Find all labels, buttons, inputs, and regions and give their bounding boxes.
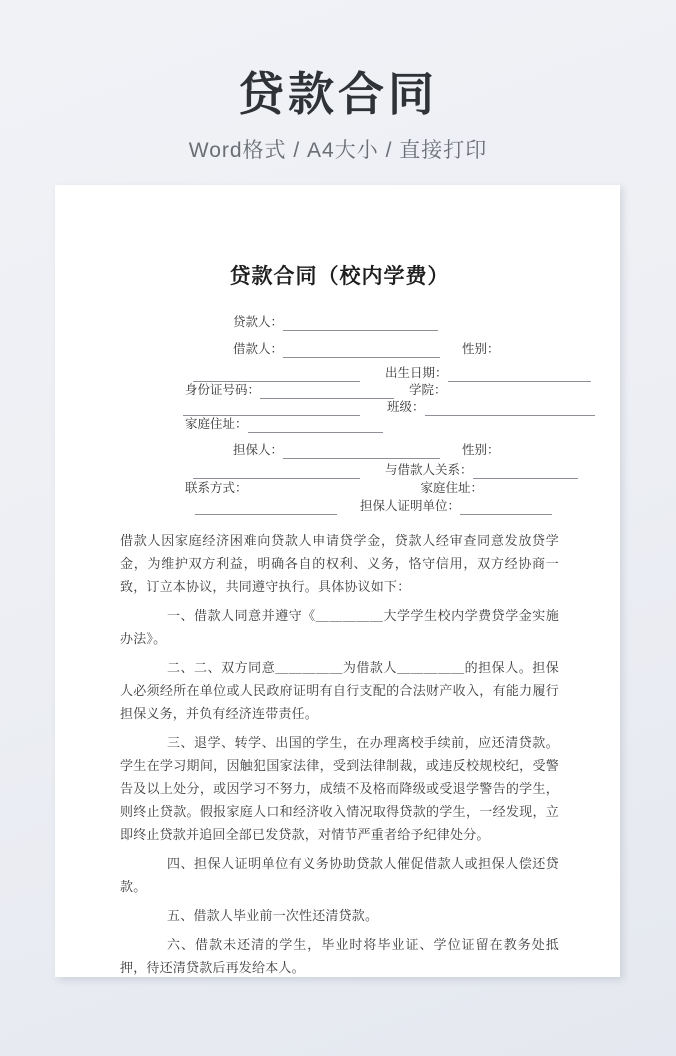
- spacer: [360, 401, 387, 416]
- form-line: [120, 341, 559, 358]
- doc-title: 贷款合同（校内学费）: [229, 265, 450, 288]
- blank-line: [193, 464, 360, 479]
- form-line: [120, 442, 559, 459]
- document-page: [55, 185, 620, 977]
- blank-line: [283, 343, 440, 358]
- spacer: [440, 343, 462, 358]
- doc-paragraph: 借款人因家庭经济困难向贷款人申请贷学金，贷款人经审查同意发放贷学金，为维护双方利益，明确各自的权利、义务，恪守信用，双方经协商一致，订立本协议，共同遵守执行。具体协议如下：: [120, 533, 559, 594]
- blank-line: [448, 367, 591, 382]
- form-section: [120, 314, 559, 515]
- form-label: 与借款人关系：: [385, 463, 473, 477]
- document-content: [55, 185, 620, 977]
- blank-line: [183, 401, 360, 416]
- form-label: 学院：: [409, 383, 447, 397]
- form-label: 班级：: [387, 400, 425, 414]
- doc-paragraph: 一、借款人同意并遵守《＿＿＿＿＿大学学生校内学费贷学金实施办法》。: [120, 608, 559, 646]
- form-label: 家庭住址：: [420, 481, 484, 495]
- spacer: [360, 464, 385, 479]
- form-line: [120, 480, 559, 497]
- spacer: [337, 500, 360, 515]
- form-line: [120, 399, 559, 416]
- spacer: [360, 367, 385, 382]
- form-line: [120, 365, 559, 382]
- blank-line: [283, 316, 438, 331]
- form-label: 贷款人：: [233, 315, 284, 329]
- blank-line: [195, 500, 337, 515]
- form-label: 性别：: [462, 443, 500, 457]
- form-label: 出生日期：: [385, 366, 448, 380]
- form-label: 担保人：: [233, 443, 284, 457]
- blank-line: [473, 464, 578, 479]
- blank-line: [260, 384, 394, 399]
- spacer: [440, 444, 462, 459]
- spacer: [394, 384, 409, 399]
- page-title: 贷款合同: [238, 68, 438, 120]
- doc-paragraph: 六、借款未还清的学生，毕业时将毕业证、学位证留在教务处抵押，待还清贷款后再发给本人。: [120, 937, 559, 975]
- form-line: [120, 314, 559, 331]
- spacer: [248, 482, 421, 497]
- form-label: 联系方式：: [185, 481, 248, 495]
- page-subtitle: Word格式 / A4大小 / 直接打印: [188, 139, 488, 162]
- form-label: 家庭住址：: [185, 417, 248, 431]
- blank-line: [283, 444, 440, 459]
- blank-line: [248, 418, 383, 433]
- doc-paragraph: 二、二、双方同意＿＿＿＿＿为借款人＿＿＿＿＿的担保人。担保人必须经所在单位或人民政府证明有自行支配的合法财产收入，有能力履行担保义务，并负有经济连带责任。: [120, 660, 559, 721]
- form-line: [120, 498, 559, 515]
- doc-paragraph: 四、担保人证明单位有义务协助贷款人催促借款人或担保人偿还贷款。: [120, 856, 559, 894]
- blank-line: [193, 367, 360, 382]
- form-line: [120, 382, 559, 399]
- form-line: [120, 416, 559, 433]
- blank-line: [425, 401, 595, 416]
- form-label: 性别：: [462, 342, 500, 356]
- blank-line: [460, 500, 552, 515]
- form-label: 身份证号码：: [185, 383, 261, 397]
- doc-paragraph: 五、借款人毕业前一次性还清贷款。: [167, 908, 379, 923]
- header: [0, 0, 676, 164]
- form-line: [120, 462, 559, 479]
- doc-paragraph: 三、退学、转学、出国的学生，在办理离校手续前，应还清贷款。学生在学习期间，因触犯国家法律，受到法律制裁，或违反校规校纪，受警告及以上处分，或因学习不努力，成绩不及格而降级或受退学警告的学生，则终止贷款。假报家庭人口和经济收入情况取得贷款的学生，一经发现，立即终止贷款并追回全部已发贷款，对情节严重者给予纪律处分。: [120, 735, 559, 842]
- doc-body: [120, 529, 559, 979]
- form-label: 担保人证明单位：: [360, 499, 461, 513]
- form-label: 借款人：: [233, 342, 284, 356]
